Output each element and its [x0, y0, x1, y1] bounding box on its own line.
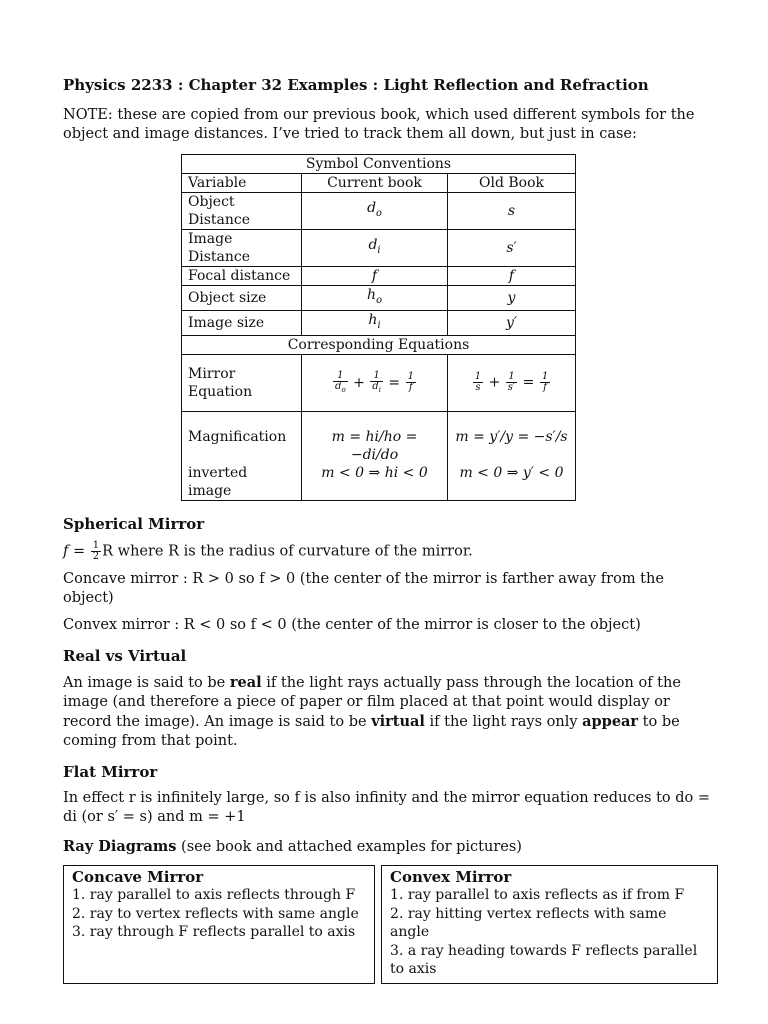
spherical-line-2: Concave mirror : R > 0 so f > 0 (the center of the mirror is farther away from the object): [63, 570, 664, 606]
mag-old-eq: m = y′/y = −s′/s: [455, 428, 568, 445]
magnification-cell: [182, 411, 302, 500]
ray-diagrams-heading: Ray Diagrams (see book and attached examples for pictures): [63, 837, 522, 855]
list-item: 3. a ray heading towards F reflects parallel to axis: [390, 942, 698, 978]
table-caption: Symbol Conventions: [182, 155, 576, 174]
row-current: $d_o$: [302, 193, 448, 230]
list-item: 1. ray parallel to axis reflects through F: [72, 887, 356, 904]
table-row: [182, 310, 576, 335]
concave-mirror-box: [63, 865, 375, 984]
row-variable: Object size: [182, 286, 302, 311]
table-row: [182, 286, 576, 311]
row-current: $h_i$: [302, 310, 448, 335]
row-old: s′: [448, 230, 576, 267]
page-title: Physics 2233 : Chapter 32 Examples : Light Reflection and Refraction: [63, 76, 649, 94]
ray-diagram-boxes: [63, 865, 718, 984]
note-paragraph: NOTE: these are copied from our previous book, which used different symbols for the object and image distances. I’ve tried to track them all down, but just in case:: [63, 107, 695, 142]
spherical-line-3: Convex mirror : R < 0 so f < 0 (the center of the mirror is closer to the object): [63, 616, 641, 633]
mirror-equation-current: $\frac{1}{d_o}$ + $\frac{1}{d_i}$ = $\frac{1}{f}$: [302, 354, 448, 411]
spherical-mirror-heading: Spherical Mirror: [63, 514, 205, 533]
magnification-old: [448, 411, 576, 500]
equations-caption: Corresponding Equations: [182, 335, 576, 354]
magnification-current: [302, 411, 448, 500]
row-variable: Image size: [182, 310, 302, 335]
row-variable: Image Distance: [182, 230, 302, 267]
header-current: Current book: [302, 174, 448, 193]
header-variable: Variable: [182, 174, 302, 193]
list-item: 2. ray to vertex reflects with same angle: [72, 905, 359, 922]
row-old: y: [448, 286, 576, 311]
magnification-label: Magnification: [188, 428, 287, 445]
row-variable: Object Distance: [182, 193, 302, 230]
header-old: Old Book: [448, 174, 576, 193]
inv-old-eq: m < 0 ⇒ y′ < 0: [459, 464, 564, 481]
mirror-equation-label: Mirror Equation: [182, 354, 302, 411]
inverted-image-label: inverted image: [188, 464, 248, 499]
list-item: 3. ray through F reflects parallel to axis: [72, 924, 356, 941]
flat-mirror-heading: Flat Mirror: [63, 762, 158, 781]
real-virtual-paragraph: An image is said to be real if the light rays actually pass through the location of the image (and therefore a piece of paper or film placed at that point would display or record the image). An image is said to be virtual if the light rays only appear to be coming from that point.: [63, 673, 681, 749]
mag-current-eq: m = hi/ho = −di/do: [331, 428, 418, 463]
real-virtual-heading: Real vs Virtual: [63, 646, 187, 665]
table-row: [182, 230, 576, 267]
inv-current-eq: m < 0 ⇒ hi < 0: [321, 464, 428, 481]
document-page: [63, 70, 718, 984]
convex-mirror-box: [381, 865, 718, 984]
concave-title: Concave Mirror: [72, 867, 204, 886]
row-variable: Focal distance: [182, 267, 302, 286]
list-item: 1. ray parallel to axis reflects as if from F: [390, 887, 685, 904]
list-item: 2. ray hitting vertex reflects with same angle: [390, 905, 667, 941]
spherical-line-1: f = $\frac{1}{2}$ R where R is the radius of curvature of the mirror.: [63, 539, 473, 562]
symbol-conventions-table: [181, 154, 576, 501]
row-current: $h_o$: [302, 286, 448, 311]
table-row: [182, 193, 576, 230]
mirror-equation-old: $\frac{1}{s}$ + $\frac{1}{s'}$ = $\frac{1}{f}$: [448, 354, 576, 411]
row-old: s: [448, 193, 576, 230]
row-old: f: [448, 267, 576, 286]
row-old: y′: [448, 310, 576, 335]
row-current: f: [302, 267, 448, 286]
convex-title: Convex Mirror: [390, 867, 512, 886]
flat-mirror-paragraph: In effect r is infinitely large, so f is also infinity and the mirror equation reduces to do = di (or s′ = s) and m = +1: [63, 789, 711, 825]
table-row: [182, 267, 576, 286]
row-current: $d_i$: [302, 230, 448, 267]
